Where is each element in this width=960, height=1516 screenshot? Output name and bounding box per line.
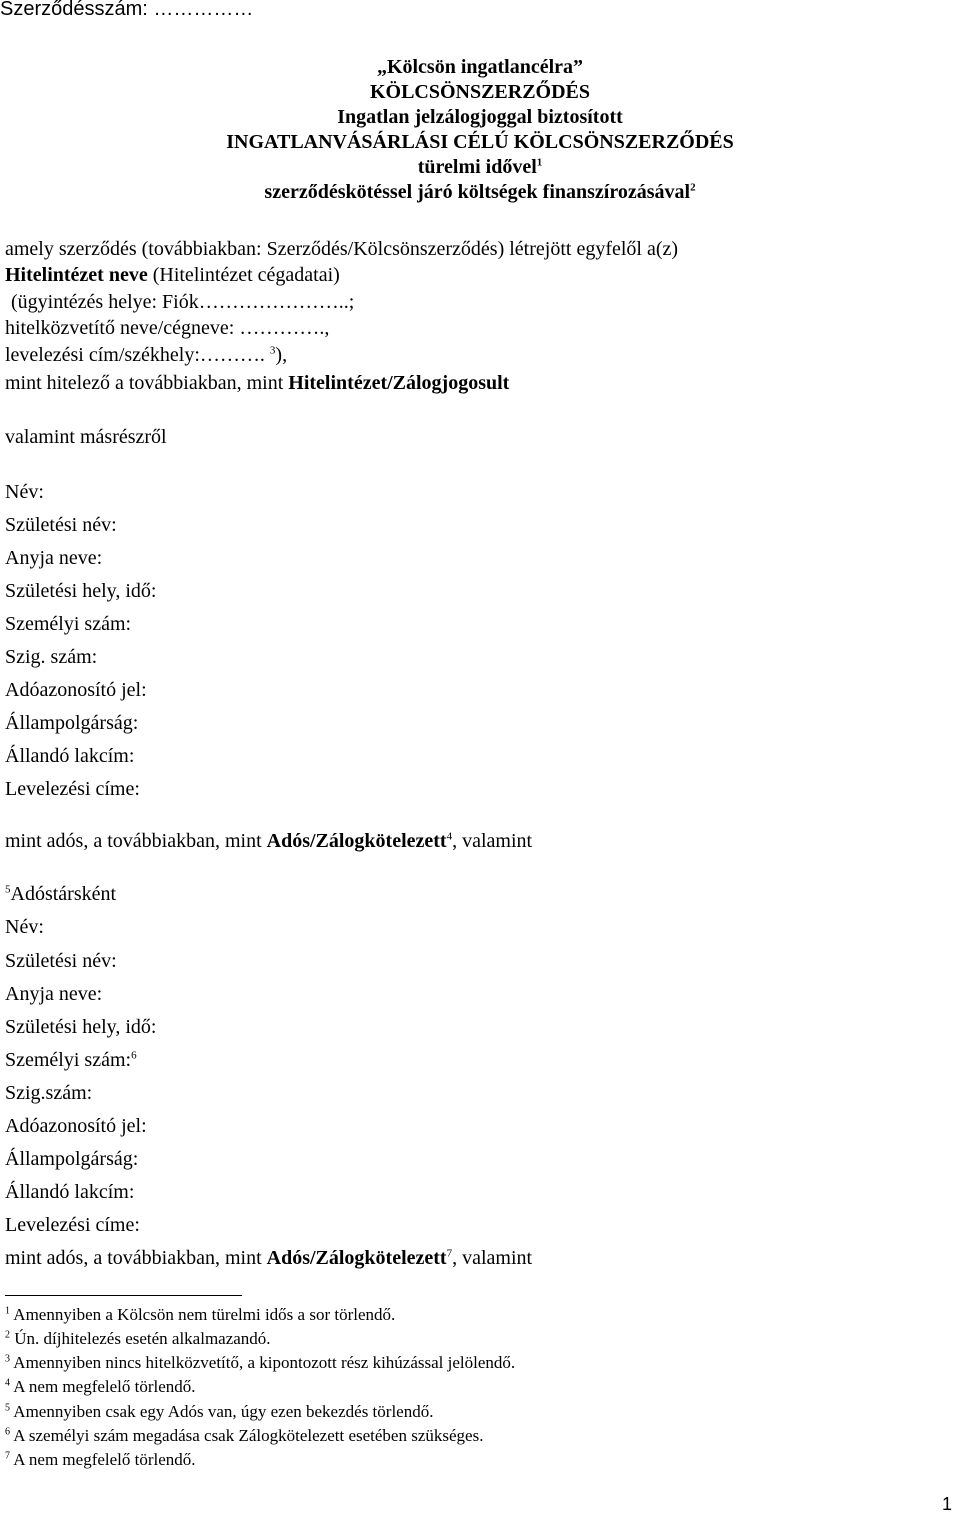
codebtor-personal-id-label (5, 1048, 137, 1072)
title-line-6 (0, 180, 960, 204)
codebtor-mailing-label: Levelezési címe: (5, 1214, 140, 1236)
codebtor-name-label: Név: (5, 916, 44, 938)
codebtor-role-text: mint adós, a továbbiakban, mint (5, 1247, 267, 1269)
debtor-role-text: mint adós, a továbbiakban, mint (5, 830, 267, 852)
debtor-address-label: Állandó lakcím: (5, 745, 135, 767)
footnote-number: 4 (5, 1377, 10, 1389)
footnote-ref-7: 7 (446, 1247, 453, 1260)
footnote-separator (5, 1295, 242, 1296)
contract-number: Szerződésszám: …………… (0, 0, 254, 20)
page-number: 1 (941, 1494, 952, 1514)
footnote-text: A nem megfelelő törlendő. (10, 1377, 196, 1396)
lender-name: Hitelintézet neve (5, 264, 148, 286)
intro-line-1: amely szerződés (továbbiakban: Szerződés/Kölcsönszerződés) létrejött egyfelől a(z) (5, 238, 679, 260)
debtor-name-label: Név: (5, 481, 44, 503)
footnote-2 (5, 1329, 271, 1349)
footnote-ref-2: 2 (690, 181, 696, 194)
codebtor-personal-id-text: Személyi szám: (5, 1049, 132, 1071)
footnote-text: A nem megfelelő törlendő. (10, 1450, 196, 1469)
footnote-5 (5, 1402, 433, 1422)
intro-line-6-text: mint hitelező a továbbiakban, mint (5, 372, 289, 394)
footnote-text: Amennyiben nincs hitelközvetítő, a kipontozott rész kihúzással jelölendő. (10, 1353, 516, 1372)
footnote-ref-5: 5 (5, 883, 11, 896)
title-line-4: INGATLANVÁSÁRLÁSI CÉLÚ KÖLCSÖNSZERZŐDÉS (226, 131, 734, 153)
intro-line-5-text: levelezési cím/székhely:………. (5, 344, 270, 366)
debtor-birth-name-label: Születési név: (5, 514, 117, 536)
codebtor-tax-id-label: Adóazonosító jel: (5, 1115, 147, 1137)
footnote-number: 6 (5, 1426, 10, 1438)
debtor-mailing-label: Levelezési címe: (5, 778, 140, 800)
footnote-number: 7 (5, 1450, 10, 1462)
codebtor-heading (5, 882, 116, 906)
title-line-5-text: türelmi idővel (417, 156, 537, 178)
debtor-citizenship-label: Állampolgárság: (5, 712, 139, 734)
footnote-ref-1: 1 (536, 156, 543, 169)
title-line-5 (0, 155, 960, 179)
title-line-6-text: szerződéskötéssel járó költségek finanszírozásával (264, 181, 691, 203)
intro-line-5-end: ), (275, 344, 288, 366)
debtor-personal-id-label: Személyi szám: (5, 613, 132, 635)
title-line-2: KÖLCSÖNSZERZŐDÉS (369, 81, 591, 103)
debtor-role (5, 829, 532, 853)
title-line-3: Ingatlan jelzálogjoggal biztosított (337, 106, 623, 128)
codebtor-id-card-label: Szig.szám: (5, 1082, 93, 1104)
footnote-text: Amennyiben a Kölcsön nem türelmi idős a sor törlendő. (10, 1305, 396, 1324)
debtor-role-name: Adós/Zálogkötelezett (266, 830, 447, 852)
footnote-4 (5, 1377, 196, 1397)
codebtor-birth-name-label: Születési név: (5, 950, 117, 972)
codebtor-birth-place-label: Születési hely, idő: (5, 1016, 157, 1038)
debtor-mother-name-label: Anyja neve: (5, 547, 103, 569)
debtor-id-card-label: Szig. szám: (5, 646, 98, 668)
footnote-ref-3: 3 (269, 344, 276, 357)
codebtor-address-label: Állandó lakcím: (5, 1181, 135, 1203)
footnote-number: 2 (5, 1329, 10, 1341)
lender-company-data: (Hitelintézet cégadatai) (147, 264, 340, 286)
codebtor-mother-name-label: Anyja neve: (5, 983, 103, 1005)
footnote-ref-4: 4 (446, 830, 453, 843)
lender-role: Hitelintézet/Zálogjogosult (288, 372, 510, 394)
footnote-text: Amennyiben csak egy Adós van, úgy ezen bekezdés törlendő. (10, 1402, 434, 1421)
footnote-text: A személyi szám megadása csak Zálogkötelezett esetében szükséges. (10, 1426, 484, 1445)
footnote-3 (5, 1353, 515, 1373)
debtor-birth-place-label: Születési hely, idő: (5, 580, 157, 602)
codebtor-role-name: Adós/Zálogkötelezett (266, 1247, 447, 1269)
footnote-6 (5, 1426, 483, 1446)
title-line-1: „Kölcsön ingatlancélra” (376, 56, 584, 78)
intro-line-3: (ügyintézés helye: Fiók…………………..; (11, 291, 355, 313)
codebtor-heading-text: Adóstársként (10, 883, 117, 905)
intro-line-2 (5, 263, 340, 287)
other-party-label: valamint másrészről (5, 426, 167, 448)
codebtor-role-end: , valamint (452, 1247, 533, 1269)
footnote-number: 5 (5, 1402, 10, 1414)
codebtor-role (5, 1246, 532, 1270)
debtor-role-end: , valamint (452, 830, 533, 852)
footnote-number: 1 (5, 1305, 10, 1317)
debtor-tax-id-label: Adóazonosító jel: (5, 679, 147, 701)
footnote-7 (5, 1450, 196, 1470)
footnote-text: Ún. díjhitelezés esetén alkalmazandó. (10, 1329, 271, 1348)
footnote-number: 3 (5, 1353, 10, 1365)
footnote-ref-6: 6 (131, 1049, 137, 1062)
intro-line-5 (5, 343, 287, 367)
codebtor-citizenship-label: Állampolgárság: (5, 1148, 139, 1170)
footnote-1 (5, 1305, 395, 1325)
intro-line-6 (5, 371, 509, 395)
intro-line-4: hitelközvetítő neve/cégneve: …………., (5, 317, 330, 339)
